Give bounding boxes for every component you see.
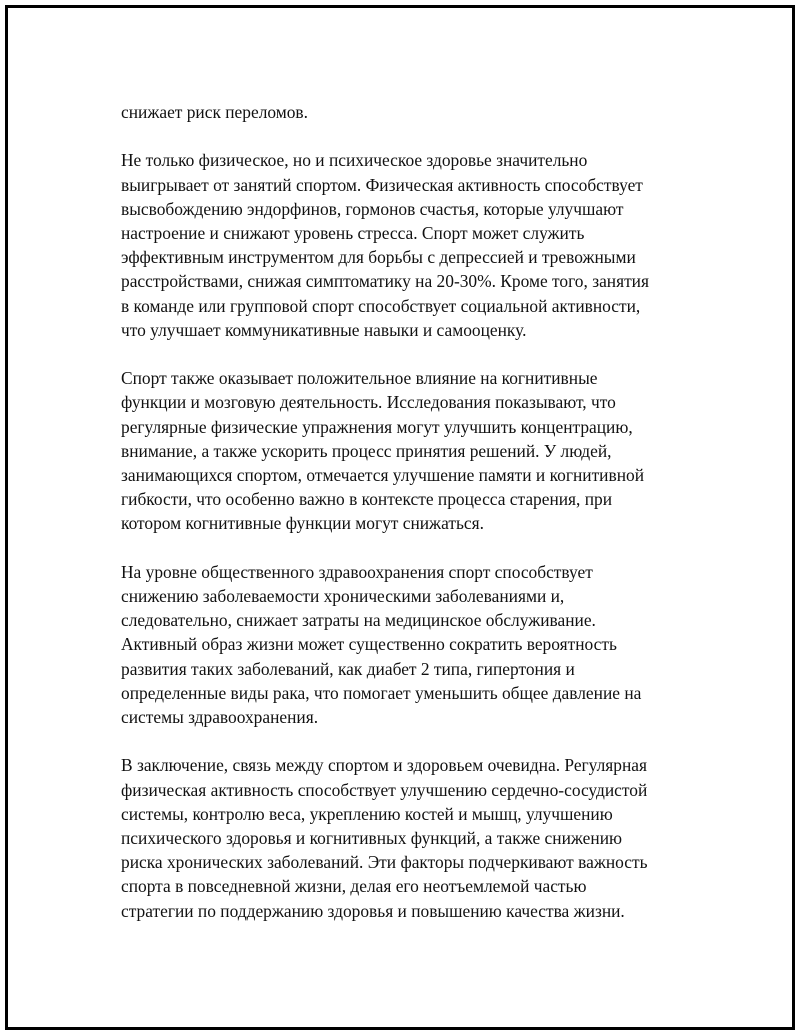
text-line: функции и мозговую деятельность. Исследования показывают, что [121, 392, 616, 413]
text-line: спорта в повседневной жизни, делая его неотъемлемой частью [121, 876, 587, 897]
text-line: Спорт также оказывает положительное влияние на когнитивные [121, 368, 598, 389]
paragraph-3 [121, 366, 696, 535]
text-line: выигрывает от занятий спортом. Физическая активность способствует [121, 174, 643, 195]
text-line: следовательно, снижает затраты на медицинское обслуживание. [121, 610, 596, 631]
text-line: занимающихся спортом, отмечается улучшение памяти и когнитивной [121, 465, 645, 486]
text-line: Активный образ жизни может существенно сократить вероятность [121, 634, 617, 655]
text-line: Не только физическое, но и психическое здоровье значительно [121, 150, 588, 171]
paragraph-1 [121, 100, 696, 124]
text-line: психического здоровья и когнитивных функций, а также снижению [121, 828, 622, 849]
paragraph-4 [121, 560, 696, 729]
text-line: физическая активность способствует улучшению сердечно-сосудистой [121, 779, 648, 800]
paragraph-5 [121, 753, 696, 922]
text-line: снижает риск переломов. [121, 102, 308, 122]
text-line: внимание, а также ускорить процесс принятия решений. У людей, [121, 440, 612, 461]
text-line: настроение и снижают уровень стресса. Спорт может служить [121, 223, 585, 243]
text-line: что улучшает коммуникативные навыки и самооценку. [121, 319, 527, 340]
document-body [121, 100, 696, 947]
text-line: системы, контролю веса, укреплению костей и мышц, улучшению [121, 803, 613, 824]
text-line: котором когнитивные функции могут снижаться. [121, 513, 484, 534]
text-line: расстройствами, снижая симптоматику на 20-30%. Кроме того, занятия [121, 271, 649, 292]
text-line: стратегии по поддержанию здоровья и повышению качества жизни. [121, 900, 625, 921]
text-line: системы здравоохранения. [121, 707, 319, 728]
text-line: гибкости, что особенно важно в контексте процесса старения, при [121, 489, 613, 510]
text-line: в команде или групповой спорт способствует социальной активности, [121, 295, 641, 316]
text-line: эффективным инструментом для борьбы с депрессией и тревожными [121, 247, 636, 268]
text-line: риска хронических заболеваний. Эти факторы подчеркивают важность [121, 852, 648, 873]
text-line: высвобождению эндорфинов, гормонов счастья, которые улучшают [121, 198, 624, 219]
text-line: развития таких заболеваний, как диабет 2 типа, гипертония и [121, 658, 575, 679]
text-line: В заключение, связь между спортом и здоровьем очевидна. Регулярная [121, 755, 648, 776]
text-line: регулярные физические упражнения могут улучшить концентрацию, [121, 416, 633, 437]
text-line: снижению заболеваемости хроническими заболеваниями и, [121, 586, 565, 607]
text-line: На уровне общественного здравоохранения спорт способствует [121, 561, 593, 582]
text-line: определенные виды рака, что помогает уменьшить общее давление на [121, 682, 642, 703]
paragraph-2 [121, 148, 696, 342]
document-page [5, 5, 795, 1030]
